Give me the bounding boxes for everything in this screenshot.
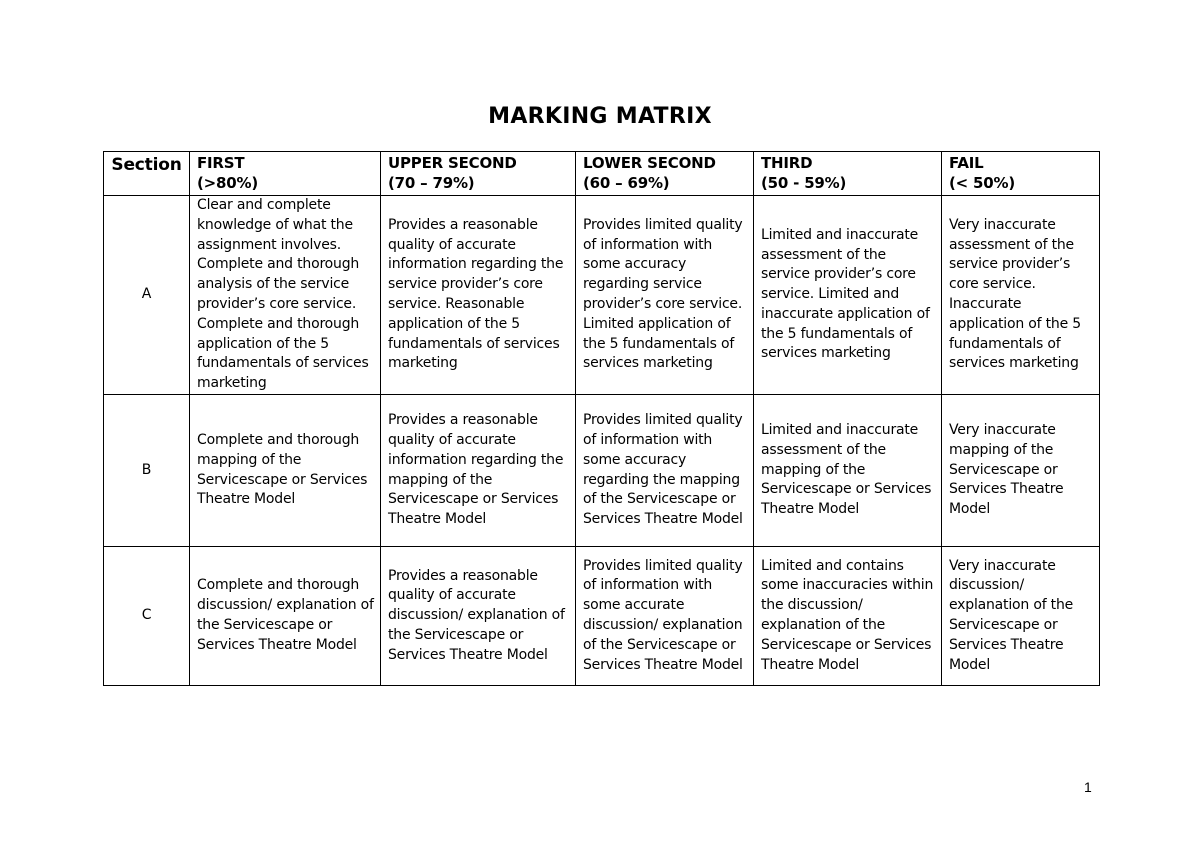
criteria-cell-lower-second: Provides limited quality of information with some accurate discussion/ explanation of the Servicescape or Services Theatre Model [576, 547, 754, 686]
criteria-cell-first: Clear and complete knowledge of what the assignment involves. Complete and thorough analysis of the service provider’s core service. Complete and thorough application of the 5 fundamentals of services marketing [190, 196, 381, 395]
criteria-cell-lower-second: Provides limited quality of information with some accuracy regarding service provider’s core service. Limited application of the 5 fundamentals of services marketing [576, 196, 754, 395]
criteria-cell-fail: Very inaccurate assessment of the service provider’s core service. Inaccurate application of the 5 fundamentals of services marketing [942, 196, 1100, 395]
grade-name: UPPER SECOND [388, 154, 517, 172]
section-label: B [104, 395, 190, 547]
table-row-section-a [104, 196, 1100, 395]
criteria-cell-fail: Very inaccurate mapping of the Servicescape or Services Theatre Model [942, 395, 1100, 547]
criteria-cell-third: Limited and inaccurate assessment of the service provider’s core service. Limited and inaccurate application of the 5 fundamentals of services marketing [754, 196, 942, 395]
criteria-cell-upper-second: Provides a reasonable quality of accurate discussion/ explanation of the Servicescape or Services Theatre Model [381, 547, 576, 686]
grade-name: FAIL [949, 154, 984, 172]
grade-header-lower-second [576, 152, 754, 196]
criteria-cell-upper-second: Provides a reasonable quality of accurate information regarding the mapping of the Servicescape or Services Theatre Model [381, 395, 576, 547]
section-label: C [104, 547, 190, 686]
grade-range: (70 – 79%) [388, 174, 475, 192]
grade-range: (50 - 59%) [761, 174, 847, 192]
criteria-cell-first: Complete and thorough discussion/ explanation of the Servicescape or Services Theatre Model [190, 547, 381, 686]
grade-range: (60 – 69%) [583, 174, 670, 192]
grade-range: (< 50%) [949, 174, 1016, 192]
grade-range: (>80%) [197, 174, 258, 192]
criteria-cell-third: Limited and inaccurate assessment of the mapping of the Servicescape or Services Theatre Model [754, 395, 942, 547]
criteria-cell-fail: Very inaccurate discussion/ explanation of the Servicescape or Services Theatre Model [942, 547, 1100, 686]
criteria-cell-third: Limited and contains some inaccuracies within the discussion/ explanation of the Servicescape or Services Theatre Model [754, 547, 942, 686]
header-row [104, 152, 1100, 196]
section-label: A [104, 196, 190, 395]
page-number: 1 [1084, 779, 1092, 795]
criteria-cell-first: Complete and thorough mapping of the Servicescape or Services Theatre Model [190, 395, 381, 547]
grade-header-first [190, 152, 381, 196]
marking-matrix-table [103, 151, 1100, 686]
criteria-cell-lower-second: Provides limited quality of information with some accuracy regarding the mapping of the Servicescape or Services Theatre Model [576, 395, 754, 547]
section-column-header: Section [104, 152, 190, 196]
grade-name: LOWER SECOND [583, 154, 716, 172]
grade-name: FIRST [197, 154, 245, 172]
table-row-section-b [104, 395, 1100, 547]
grade-header-third [754, 152, 942, 196]
table-row-section-c [104, 547, 1100, 686]
criteria-cell-upper-second: Provides a reasonable quality of accurate information regarding the service provider’s core service. Reasonable application of the 5 fundamentals of services marketing [381, 196, 576, 395]
grade-header-fail [942, 152, 1100, 196]
grade-name: THIRD [761, 154, 813, 172]
grade-header-upper-second [381, 152, 576, 196]
page-title: MARKING MATRIX [488, 104, 712, 129]
